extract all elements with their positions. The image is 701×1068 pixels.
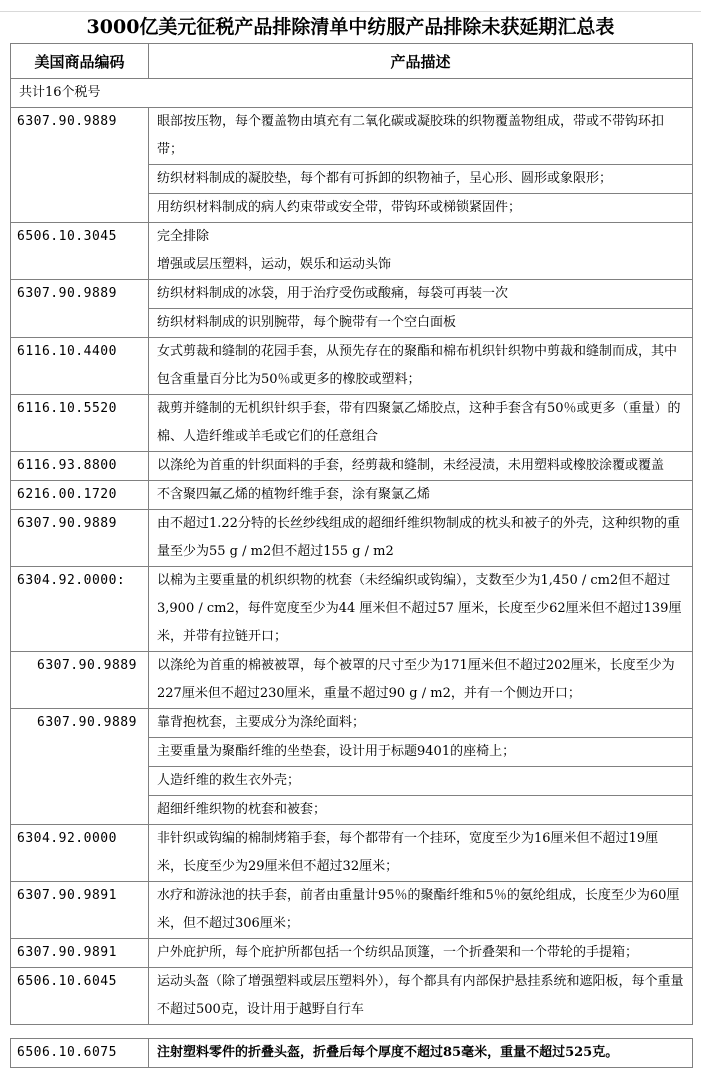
table-row <box>11 280 693 309</box>
description-paragraph: 超细纤维织物的枕套和被套； <box>157 802 327 817</box>
table-row <box>11 968 693 1025</box>
description-cell <box>149 510 693 567</box>
description-paragraph: 用纺织材料制成的病人约束带或安全带，带钩环或梯锁紧固件； <box>157 200 522 215</box>
code-cell: 6506.10.6075 <box>11 1039 149 1068</box>
table-row <box>11 481 693 510</box>
footer-table <box>10 1038 693 1068</box>
table-row <box>11 709 693 738</box>
main-table <box>10 43 693 1025</box>
description-paragraph: 户外庇护所，每个庇护所都包括一个纺织品顶篷，一个折叠架和一个带轮的手提箱； <box>157 945 639 960</box>
code-cell: 6116.10.5520 <box>11 395 149 452</box>
description-cell <box>149 882 693 939</box>
description-paragraph: 以棉为主要重量的机织织物的枕套（未经编织或钩编），支数至少为1,450 / cm2但不超过3,900 / cm2，每件宽度至少为44 厘米但不超过57 厘米，长度至少62厘米但不超过139厘米，并带有拉链开口； <box>157 573 682 644</box>
summary-cell: 共计16个税号 <box>11 79 693 108</box>
description-paragraph: 眼部按压物，每个覆盖物由填充有二氧化碳或凝胶珠的织物覆盖物组成，带或不带钩环扣带； <box>157 114 665 157</box>
code-cell: 6216.00.1720 <box>11 481 149 510</box>
code-cell: 6116.93.8800 <box>11 452 149 481</box>
table-row <box>11 395 693 452</box>
description-cell <box>149 968 693 1025</box>
code-cell: 6307.90.9891 <box>11 939 149 968</box>
code-cell: 6304.92.0000: <box>11 567 149 652</box>
description-cell <box>149 338 693 395</box>
description-cell <box>149 825 693 882</box>
code-cell: 6307.90.9891 <box>11 882 149 939</box>
description-cell <box>149 280 693 309</box>
code-cell: 6307.90.9889 <box>11 709 149 825</box>
code-cell: 6506.10.3045 <box>11 223 149 280</box>
description-paragraph: 主要重量为聚酯纤维的坐垫套，设计用于标题9401的座椅上； <box>157 744 516 759</box>
description-paragraph: 人造纤维的救生衣外壳； <box>157 773 301 788</box>
table-row <box>11 452 693 481</box>
description-cell <box>149 652 693 709</box>
description-cell <box>149 223 693 280</box>
summary-row <box>11 79 693 108</box>
description-cell <box>149 309 693 338</box>
description-cell <box>149 108 693 165</box>
description-cell <box>149 709 693 738</box>
code-cell: 6307.90.9889 <box>11 108 149 223</box>
description-paragraph: 女式剪裁和缝制的花园手套，从预先存在的聚酯和棉布机织针织物中剪裁和缝制而成，其中包含重量百分比为50％或更多的橡胶或塑料； <box>157 344 678 387</box>
description-paragraph: 完全排除 <box>157 229 210 244</box>
code-cell: 6307.90.9889 <box>11 510 149 567</box>
table-row <box>11 825 693 882</box>
description-cell <box>149 194 693 223</box>
page-title: 3000亿美元征税产品排除清单中纺服产品排除未获延期汇总表 <box>86 16 615 38</box>
table-row <box>11 338 693 395</box>
description-paragraph: 注射塑料零件的折叠头盔，折叠后每个厚度不超过85毫米，重量不超过525克。 <box>157 1045 619 1060</box>
description-cell <box>149 767 693 796</box>
description-paragraph: 水疗和游泳池的扶手套，前者由重量计95％的聚酯纤维和5％的氨纶组成，长度至少为60厘米，但不超过306厘米； <box>157 888 680 931</box>
description-paragraph: 纺织材料制成的识别腕带，每个腕带有一个空白面板 <box>157 315 457 330</box>
table-row <box>11 652 693 709</box>
table-row <box>11 1039 693 1068</box>
code-cell: 6116.10.4400 <box>11 338 149 395</box>
description-cell <box>149 165 693 194</box>
header-description: 产品描述 <box>149 44 693 79</box>
description-paragraph: 以涤纶为首重的针织面料的手套，经剪裁和缝制，未经浸渍，未用塑料或橡胶涂覆或覆盖 <box>157 458 665 473</box>
description-cell <box>149 567 693 652</box>
description-paragraph: 以涤纶为首重的棉被被罩，每个被罩的尺寸至少为171厘米但不超过202厘米，长度至少为227厘米但不超过230厘米，重量不超过90 g / m2，并有一个侧边开口； <box>157 658 675 701</box>
description-cell <box>149 452 693 481</box>
description-cell <box>149 796 693 825</box>
table-row <box>11 223 693 280</box>
code-cell: 6304.92.0000 <box>11 825 149 882</box>
description-paragraph: 增强或层压塑料，运动，娱乐和运动头饰 <box>157 257 392 272</box>
description-paragraph: 靠背抱枕套，主要成分为涤纶面料； <box>157 715 366 730</box>
description-paragraph: 裁剪并缝制的无机织针织手套，带有四聚氯乙烯胶点，这种手套含有50％或更多（重量）的棉、人造纤维或羊毛或它们的任意组合 <box>157 401 681 444</box>
description-paragraph: 纺织材料制成的冰袋，用于治疗受伤或酸痛，每袋可再装一次 <box>157 286 509 301</box>
code-cell: 6307.90.9889 <box>11 652 149 709</box>
description-paragraph: 纺织材料制成的凝胶垫，每个都有可拆卸的织物袖子，呈心形、圆形或象限形； <box>157 171 613 186</box>
header-row <box>11 44 693 79</box>
page-top-divider <box>0 11 701 12</box>
description-cell <box>149 1039 693 1068</box>
description-cell <box>149 939 693 968</box>
page <box>0 11 701 1060</box>
table-row <box>11 108 693 165</box>
header-code: 美国商品编码 <box>11 44 149 79</box>
description-paragraph: 不含聚四氟乙烯的植物纤维手套，涂有聚氯乙烯 <box>157 487 431 502</box>
description-paragraph: 由不超过1.22分特的长丝纱线组成的超细纤维织物制成的枕头和被子的外壳，这种织物的重量至少为55 g / m2但不超过155 g / m2 <box>157 516 680 559</box>
description-paragraph: 运动头盔（除了增强塑料或层压塑料外），每个都具有内部保护悬挂系统和遮阳板，每个重量不超过500克，设计用于越野自行车 <box>157 974 684 1017</box>
description-cell <box>149 481 693 510</box>
table-row <box>11 567 693 652</box>
table-row <box>11 882 693 939</box>
code-cell: 6307.90.9889 <box>11 280 149 338</box>
table-row <box>11 939 693 968</box>
description-cell <box>149 395 693 452</box>
description-cell <box>149 738 693 767</box>
description-paragraph: 非针织或钩编的棉制烤箱手套，每个都带有一个挂环，宽度至少为16厘米但不超过19厘米，长度至少为29厘米但不超过32厘米； <box>157 831 659 874</box>
table-row <box>11 510 693 567</box>
code-cell: 6506.10.6045 <box>11 968 149 1025</box>
